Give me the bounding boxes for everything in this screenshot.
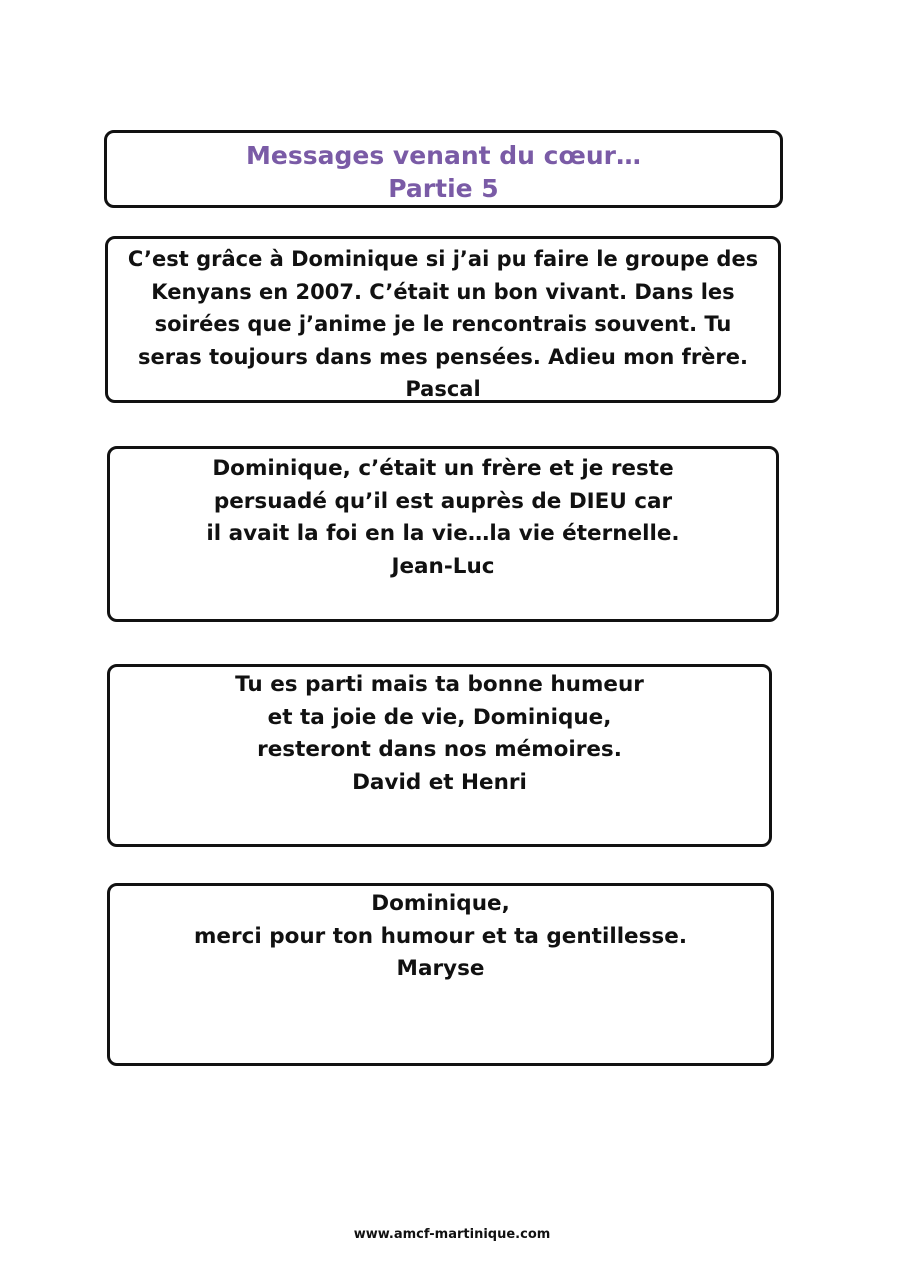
message-signature: David et Henri	[352, 769, 527, 795]
title-line-1: Messages venant du cœur…	[246, 141, 641, 170]
message-line: seras toujours dans mes pensées. Adieu mon frère.	[137, 344, 748, 369]
message-signature: Maryse	[396, 956, 485, 981]
message-line: Tu es parti mais ta bonne humeur	[235, 672, 644, 697]
message-line: soirées que j’anime je le rencontrais souvent. Tu	[154, 312, 732, 336]
message-line: C’est grâce à Dominique si j’ai pu faire le groupe des	[127, 247, 759, 271]
message-line: persuadé qu’il est auprès de DIEU car	[213, 488, 673, 514]
message-line: Dominique,	[371, 891, 510, 916]
message-signature: Pascal	[405, 377, 481, 401]
message-line: Dominique, c’était un frère et je reste	[212, 456, 674, 481]
message-box-maryse	[107, 883, 774, 1066]
message-box-david-henri	[107, 664, 772, 847]
message-signature: Jean-Luc	[391, 553, 495, 579]
message-line: merci pour ton humour et ta gentillesse.	[194, 923, 687, 949]
message-line: il avait la foi en la vie…la vie éternelle.	[206, 521, 680, 546]
message-line: Kenyans en 2007. C’était un bon vivant. Dans les	[151, 279, 735, 304]
message-line: resteront dans nos mémoires.	[257, 737, 622, 762]
message-line: et ta joie de vie, Dominique,	[267, 704, 612, 730]
message-box-jean-luc	[107, 446, 779, 622]
message-box-pascal	[105, 236, 781, 403]
title-box	[104, 130, 783, 208]
title-line-2: Partie 5	[388, 174, 499, 203]
website-footer: www.amcf-martinique.com	[353, 1227, 551, 1242]
